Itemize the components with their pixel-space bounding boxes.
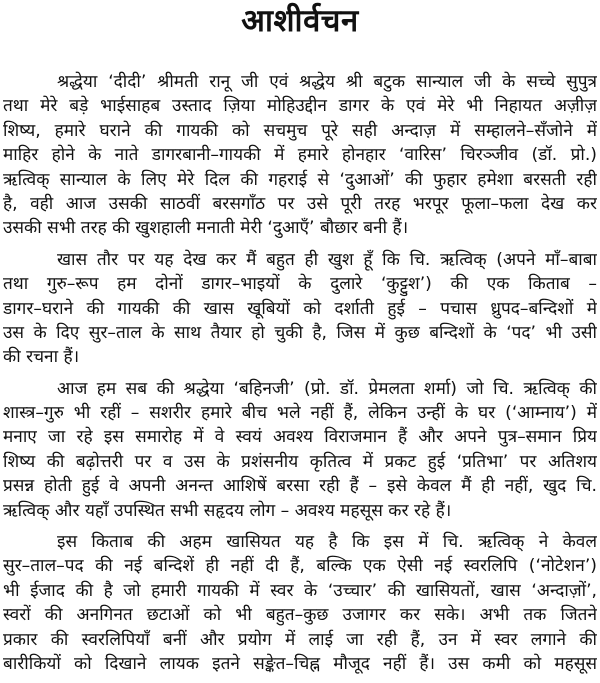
text-line: है, वही आज उसकी साठवीं बरसगाँठ पर उसे पूरी तरह भरपूर फूला–फला देख कर [3,193,597,214]
page-title: आशीर्वचन [241,3,359,39]
text-line: मनाए जा रहे इस समारोह में वे स्वयं अवश्य विराजमान हैं और अपने पुत्र–समान प्रिय [3,427,597,448]
text-line: की रचना हैं। [3,347,80,368]
text-line: प्रकार की स्वरलिपियाँ बनीं और प्रयोग में लाई जा रही हैं, उन में स्वर लगाने की [3,629,597,650]
text-line: भी ईजाद की है जो हमारी गायकी में स्वर के ‘उच्चार’ की खासियतों, खास ‘अन्दाज़ों’, [3,580,597,601]
text-line: उसकी सभी तरह की खुशहाली मनाती मेरी ‘दुआएँ’ बौछार बनी हैं। [3,218,409,239]
text-line: इस किताब की अहम खासियत यह है कि इस में चि. ऋत्विक् ने केवल [57,532,597,553]
text-line: शास्त्र–गुरु भी रहीं – सशरीर हमारे बीच भले नहीं हैं, लेकिन उन्हीं के घर (‘आम्नाय’) में [3,403,597,424]
paragraph-2 [3,248,597,370]
text-line: माहिर होने के नाते डागरबानी–गायकी में हमारे होनहार ‘वारिस’ चिरञ्जीव (डॉ. प्रो.) [3,145,597,166]
text-line: तथा मेरे बड़े भाईसाहब उस्ताद ज़िया मोहिउद्दीन डागर के एवं मेरे भी निहायत अज़ीज़ [3,96,597,117]
text-line: स्वरों की अनगिनत छटाओं को भी बहुत–कुछ उजागर कर सके। अभी तक जितने [3,605,597,626]
text-line: खास तौर पर यह देख कर मैं बहुत ही खुश हूँ कि चि. ऋत्विक् (अपने माँ–बाबा [57,249,597,270]
body-text [3,70,597,683]
text-line: ऋत्विक् और यहाँ उपस्थित सभी सहृदय लोग – अवश्य महसूस कर रहे हैं। [3,500,452,521]
text-line: प्रसन्न होती हुई वे अपनी अनन्त आशिषें बरसा रही हैं – इसे केवल मैं ही नहीं, खुद चि. [3,476,597,497]
paragraph-1 [3,70,597,241]
text-line: तथा गुरु–रूप हम दोनों डागर–भाइयों के दुलारे ‘कुट्टुश’) की एक किताब – [3,274,597,295]
paragraph-4 [3,530,597,676]
text-line: श्रद्धेया ‘दीदी’ श्रीमती रानू जी एवं श्रद्धेय श्री बटुक सान्याल जी के सच्चे सुपुत्र [57,72,597,92]
text-line: बारीकियों को दिखाने लायक इतने सङ्केत–चिह्न मौजूद नहीं हैं। उस कमी को महसूस [3,653,597,674]
text-line: ऋत्विक् सान्याल के लिए मेरे दिल की गहराई से ‘दुआओं’ की फुहार हमेशा बरसती रही [3,169,597,190]
text-line: उस के दिए सुर–ताल के साथ तैयार हो चुकी है, जिस में कुछ बन्दिशों के ‘पद’ भी उसी [3,322,597,343]
text-line: शिष्य, हमारे घराने की गायकी को सचमुच पूरे सही अन्दाज़ में सम्हालने–सँजोने में [3,120,597,141]
text-line: शिष्य की बढ़ोत्तरी पर व उस के प्रशंसनीय कृतित्व में प्रकट हुई ‘प्रतिभा’ पर अतिशय [3,451,597,472]
text-line: डागर–घराने की गायकी की खास खूबियों को दर्शाती हुई – पचास ध्रुपद–बन्दिशों मे [3,298,597,319]
paragraph-3 [3,377,597,523]
text-line: सुर–ताल–पद की नई बन्दिशें ही नहीं दी हैं, बल्कि एक ऐसी नई स्वरलिपि (‘नोटेशन’) [3,556,597,577]
text-line: आज हम सब की श्रद्धेया ‘बहिनजी’ (प्रो. डॉ. प्रेमलता शर्मा) जो चि. ऋत्विक् की [57,378,597,399]
